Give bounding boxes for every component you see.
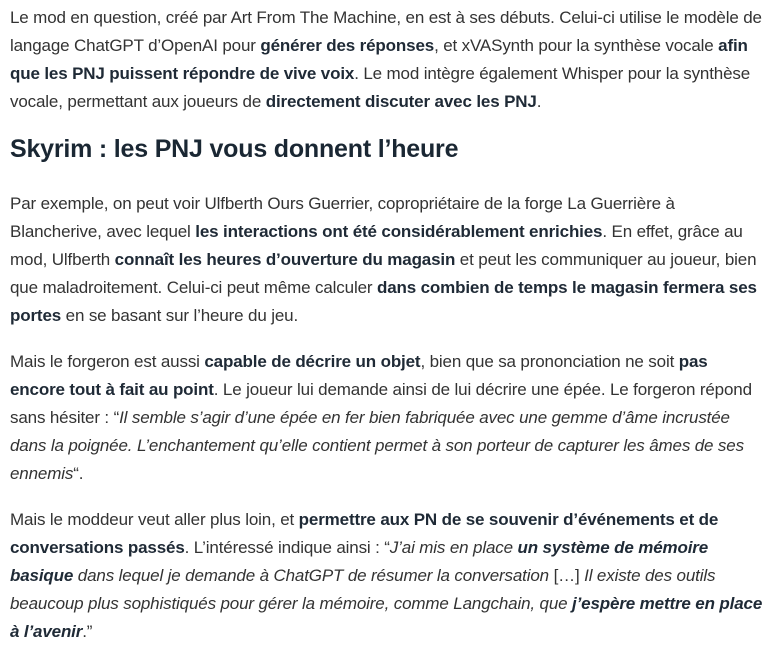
text: .” — [82, 622, 93, 641]
quote-text: dans lequel je demande à ChatGPT de résumer la conversation — [73, 566, 554, 585]
text: […] — [553, 566, 585, 585]
paragraph-ulfberth — [10, 190, 764, 330]
text: . Le mod intègre également Whisper pour la synthèse vocale, permettant aux joueurs de — [10, 64, 751, 111]
paragraph-intro — [10, 4, 764, 116]
bold-text: générer des réponses — [260, 36, 435, 55]
text: . Le joueur lui demande ainsi de lui décrire une épée. Le forgeron répond sans hésiter : “ — [10, 380, 752, 427]
text: Le mod en question, créé par Art From The Machine, en est à ses débuts. Celui-ci utilise le modèle de langage ChatGPT d’OpenAI pour — [10, 8, 762, 55]
bold-text: afin que les PNJ puissent répondre de vive voix — [10, 36, 748, 83]
quote-text: J’ai mis en place — [389, 538, 518, 557]
text: et peut les communiquer au joueur, bien que maladroitement. Celui-ci peut même calculer — [10, 250, 757, 297]
bold-text: dans combien de temps le magasin fermera ses portes — [10, 278, 757, 325]
text: . En effet, grâce au mod, Ulfberth — [10, 222, 743, 269]
text: . — [536, 92, 542, 111]
quote-text: Il existe des outils beaucoup plus sophistiqués pour gérer la mémoire, comme Langchain, que — [10, 566, 716, 613]
bold-text: capable de décrire un objet — [204, 352, 421, 371]
bold-text: pas encore tout à fait au point — [10, 352, 708, 399]
text: en se basant sur l’heure du jeu. — [61, 306, 299, 325]
text: Par exemple, on peut voir Ulfberth Ours Guerrier, copropriétaire de la forge La Guerrière à Blancherive, avec lequel — [10, 194, 675, 241]
quote-text: Il semble s’agir d’une épée en fer bien fabriquée avec une gemme d’âme incrustée dans la poignée. L’enchantement qu’elle contient permet à son porteur de capturer les âmes de ses ennemis — [10, 408, 744, 483]
bold-text: directement discuter avec les PNJ — [265, 92, 537, 111]
text: Mais le moddeur veut aller plus loin, et — [10, 510, 299, 529]
text: , bien que sa prononciation ne soit — [420, 352, 679, 371]
text: “. — [73, 464, 84, 483]
text: . L’intéressé indique ainsi : “ — [184, 538, 390, 557]
bold-text: permettre aux PN de se souvenir d’événements et de conversations passés — [10, 510, 719, 557]
bold-italic-text: un système de mémoire basique — [10, 538, 709, 585]
paragraph-forgeron — [10, 348, 764, 488]
bold-text: les interactions ont été considérablement enrichies — [195, 222, 603, 241]
text: , et xVASynth pour la synthèse vocale — [434, 36, 719, 55]
text: Mais le forgeron est aussi — [10, 352, 205, 371]
paragraph-memoire — [10, 506, 764, 646]
bold-italic-text: j’espère mettre en place à l’avenir — [10, 594, 763, 641]
bold-text: connaît les heures d’ouverture du magasin — [114, 250, 456, 269]
section-heading: Skyrim : les PNJ vous donnent l’heure — [10, 135, 459, 163]
